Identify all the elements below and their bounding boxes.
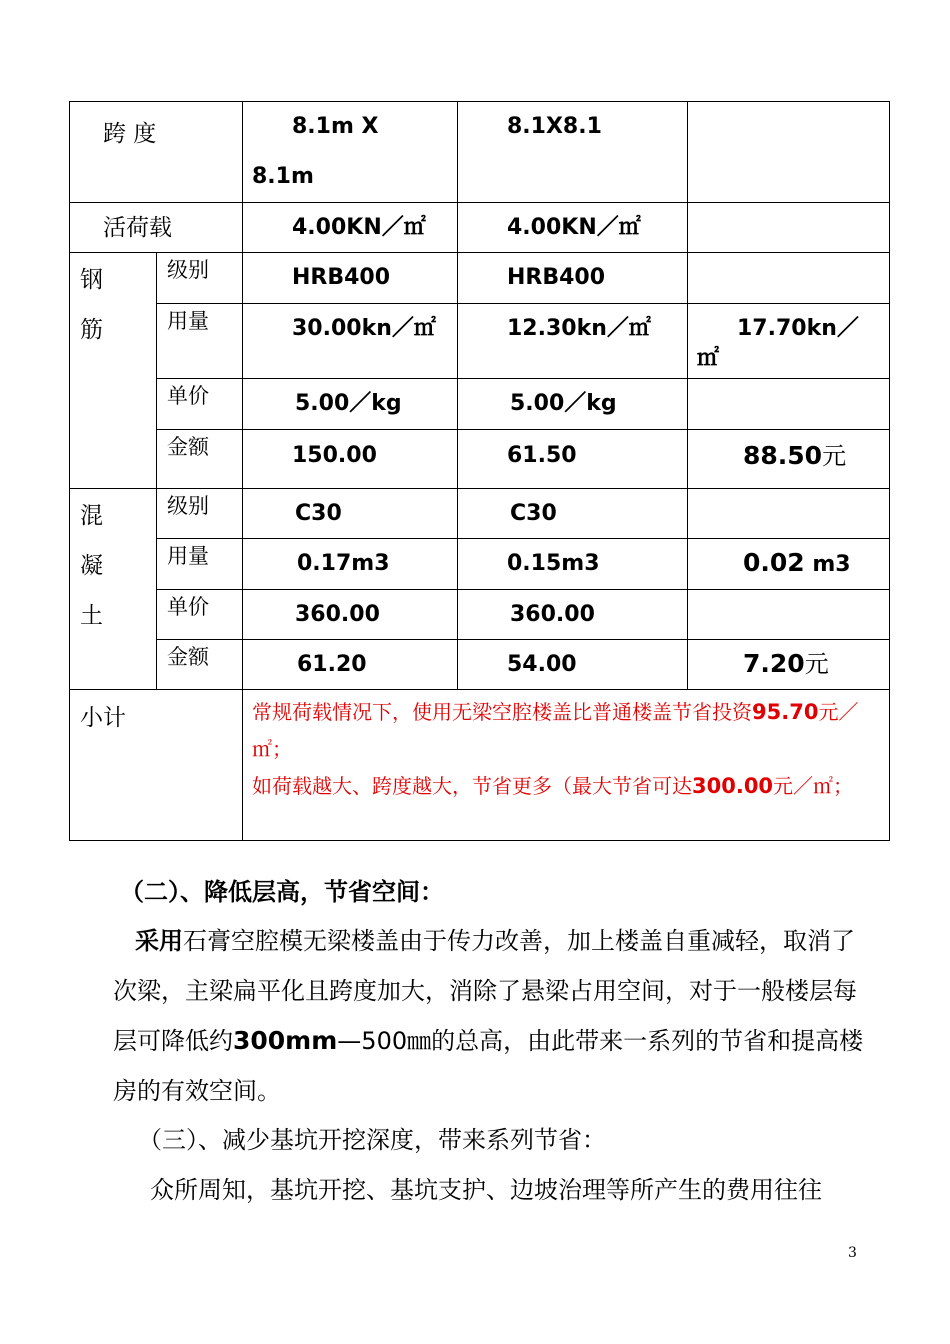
cell-steel-grade-label: 级别: [157, 253, 243, 304]
cell-concrete-amount-col2: 54.00: [458, 640, 688, 690]
page-number: 3: [848, 1245, 857, 1261]
cell-concrete-usage-col1: 0.17m3: [243, 539, 458, 590]
cell-steel-grade-col2: HRB400: [458, 253, 688, 304]
section3-heading: （三）、减少基坑开挖深度，带来系列节省：: [138, 1126, 606, 1154]
cell-steel-usage-col3: 17.70kn／ ㎡: [688, 304, 890, 379]
cell-subtotal-label: 小计: [70, 690, 243, 841]
cell-steel-amount-col2: 61.50: [458, 430, 688, 489]
row-concrete-amount: [70, 640, 890, 690]
row-steel-price: [70, 379, 890, 430]
cell-steel-label: 钢 筋: [70, 253, 157, 489]
cell-concrete-usage-col3: 0.02 m3: [688, 539, 890, 590]
cell-steel-price-label: 单价: [157, 379, 243, 430]
cell-live-load-col1: 4.00KN／㎡: [243, 203, 458, 253]
cell-subtotal-note: [243, 690, 890, 841]
subtotal-note-text: 常规荷载情况下，使用无梁空腔楼盖比普通楼盖节省投资95.70元／㎡； 如荷载越大、跨度越大，节省更多（最大节省可达300.00元／㎡；: [252, 700, 859, 798]
cell-concrete-price-label: 单价: [157, 590, 243, 640]
cell-span-col2: 8.1X8.1: [458, 102, 688, 203]
cell-steel-amount-label: 金额: [157, 430, 243, 489]
cell-steel-amount-col1: 150.00: [243, 430, 458, 489]
cell-live-load-col3: [688, 203, 890, 253]
cell-span-col1: 8.1m X 8.1m: [243, 102, 458, 203]
section2-paragraph: 采用石膏空腔模无梁楼盖由于传力改善，加上楼盖自重减轻，取消了次梁，主梁扁平化且跨度加大，消除了悬梁占用空间，对于一般楼层每层可降低约300mm—500㎜的总高，由此带来一系列的节省和提高楼房的有效空间。: [113, 927, 864, 1105]
cell-steel-grade-col1: HRB400: [243, 253, 458, 304]
section2-heading: （二）、降低层高，节省空间：: [120, 878, 444, 906]
cell-concrete-amount-col1: 61.20: [243, 640, 458, 690]
row-concrete-grade: [70, 489, 890, 539]
cell-concrete-usage-col2: 0.15m3: [458, 539, 688, 590]
cell-concrete-grade-col1: C30: [243, 489, 458, 539]
cell-steel-usage-col1: 30.00kn／㎡: [243, 304, 458, 379]
cell-concrete-grade-label: 级别: [157, 489, 243, 539]
cell-concrete-price-col3: [688, 590, 890, 640]
cell-concrete-grade-col3: [688, 489, 890, 539]
cell-steel-price-col1: 5.00／kg: [243, 379, 458, 430]
cell-concrete-label: 混 凝 土: [70, 489, 157, 690]
cell-concrete-amount-col3: 7.20元: [688, 640, 890, 690]
row-concrete-usage: [70, 539, 890, 590]
row-steel-grade: [70, 253, 890, 304]
cell-steel-usage-label: 用量: [157, 304, 243, 379]
row-steel-usage: [70, 304, 890, 379]
cell-concrete-amount-label: 金额: [157, 640, 243, 690]
cell-steel-price-col3: [688, 379, 890, 430]
section3-paragraph: 众所周知，基坑开挖、基坑支护、边坡治理等所产生的费用往往: [150, 1176, 822, 1204]
row-concrete-price: [70, 590, 890, 640]
comparison-table: [69, 101, 890, 841]
row-steel-amount: [70, 430, 890, 489]
cell-concrete-grade-col2: C30: [458, 489, 688, 539]
row-subtotal: [70, 690, 890, 841]
cell-span-label: 跨 度: [70, 102, 243, 203]
cell-span-col3: [688, 102, 890, 203]
cell-concrete-price-col2: 360.00: [458, 590, 688, 640]
cell-live-load-label: 活荷载: [70, 203, 243, 253]
row-span: [70, 102, 890, 203]
cell-steel-usage-col2: 12.30kn／㎡: [458, 304, 688, 379]
row-live-load: [70, 203, 890, 253]
cell-live-load-col2: 4.00KN／㎡: [458, 203, 688, 253]
cell-concrete-price-col1: 360.00: [243, 590, 458, 640]
cell-steel-amount-col3: 88.50元: [688, 430, 890, 489]
cell-steel-grade-col3: [688, 253, 890, 304]
cell-concrete-usage-label: 用量: [157, 539, 243, 590]
cell-steel-price-col2: 5.00／kg: [458, 379, 688, 430]
